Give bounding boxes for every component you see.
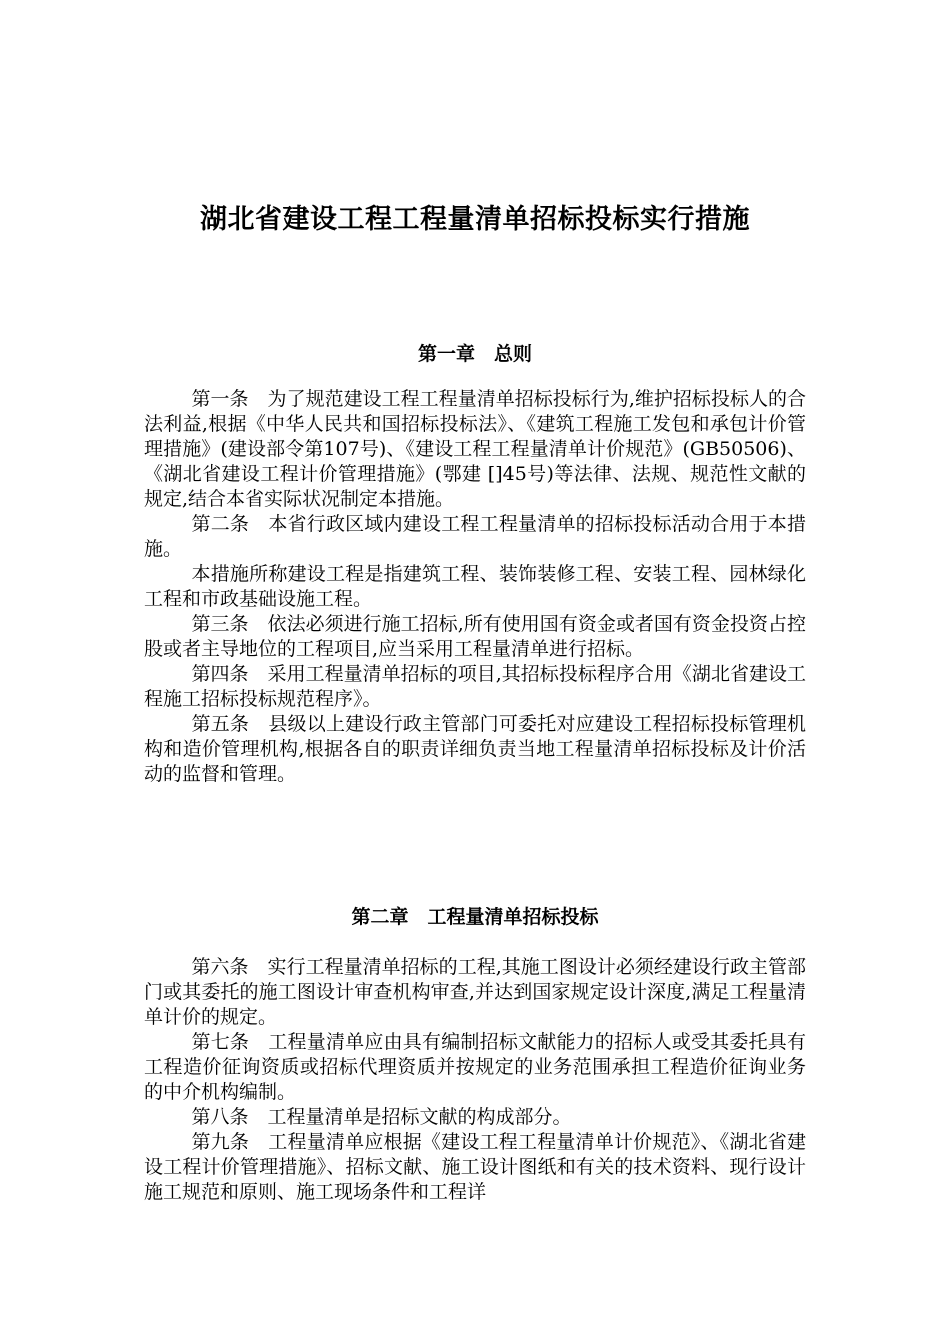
article-9-paragraph: 第九条 工程量清单应根据《建设工程工程量清单计价规范》、《湖北省建设工程计价管理措施》、招标文献、施工设计图纸和有关的技术资料、现行设计施工规范和原则、施工现场条件和工程详 [144, 1131, 806, 1203]
chapter-2-body [144, 955, 806, 1205]
scope-definition-paragraph: 本措施所称建设工程是指建筑工程、装饰装修工程、安装工程、园林绿化工程和市政基础设施工程。 [144, 563, 806, 610]
article-3-paragraph: 第三条 依法必须进行施工招标,所有使用国有资金或者国有资金投资占控股或者主导地位的工程项目,应当采用工程量清单进行招标。 [144, 613, 806, 660]
article-1-paragraph: 第一条 为了规范建设工程工程量清单招标投标行为,维护招标投标人的合法利益,根据《中华人民共和国招标投标法》、《建筑工程施工发包和承包计价管理措施》(建设部令第107号)、《建设工程工程量清单计价规范》(GB50506)、《湖北省建设工程计价管理措施》(鄂建 []45号)等法律、法规、规范性文献的规定,结合本省实际状况制定本措施。 [144, 388, 806, 510]
article-4-paragraph: 第四条 采用工程量清单招标的项目,其招标投标程序合用《湖北省建设工程施工招标投标规范程序》。 [144, 663, 806, 710]
chapter-1-heading: 第一章 总则 [417, 343, 532, 365]
article-5-paragraph: 第五条 县级以上建设行政主管部门可委托对应建设工程招标投标管理机构和造价管理机构,根据各自的职责详细负责当地工程量清单招标投标及计价活动的监督和管理。 [144, 713, 806, 785]
article-6-paragraph: 第六条 实行工程量清单招标的工程,其施工图设计必须经建设行政主管部门或其委托的施工图设计审查机构审查,并达到国家规定设计深度,满足工程量清单计价的规定。 [144, 956, 806, 1028]
article-7-paragraph: 第七条 工程量清单应由具有编制招标文献能力的招标人或受其委托具有工程造价征询资质或招标代理资质并按规定的业务范围承担工程造价征询业务的中介机构编制。 [144, 1031, 806, 1103]
article-2-paragraph: 第二条 本省行政区域内建设工程工程量清单的招标投标活动合用于本措施。 [144, 513, 806, 560]
document-title: 湖北省建设工程工程量清单招标投标实行措施 [200, 204, 750, 235]
chapter-2-heading: 第二章 工程量清单招标投标 [351, 906, 599, 928]
article-8-paragraph: 第八条 工程量清单是招标文献的构成部分。 [191, 1106, 572, 1128]
chapter-1-body [144, 387, 806, 787]
